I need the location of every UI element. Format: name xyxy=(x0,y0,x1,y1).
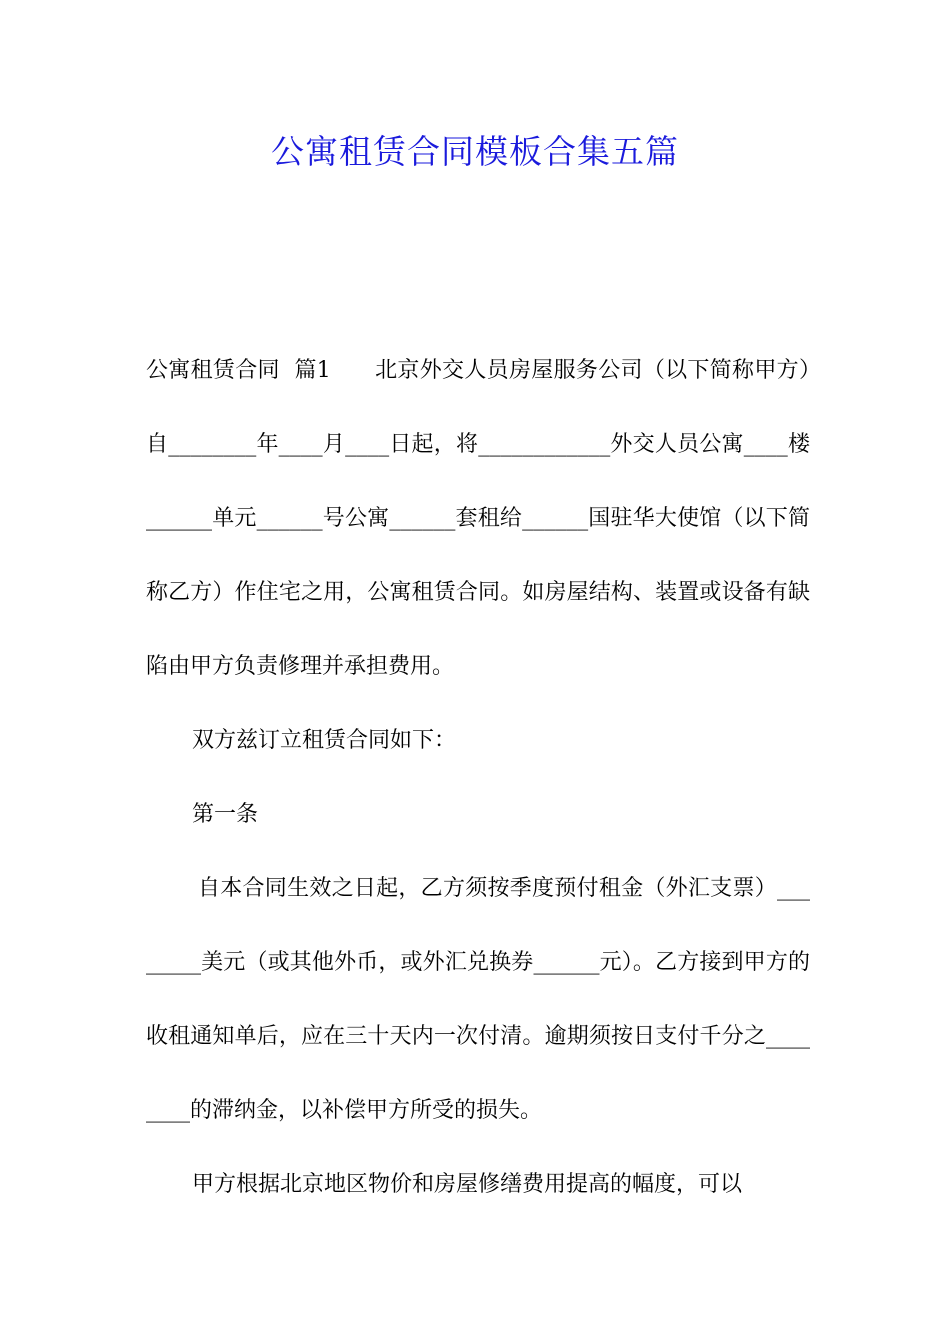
document-title: 公寓租赁合同模板合集五篇 xyxy=(271,132,679,171)
section-heading: 公寓租赁合同 篇1 xyxy=(146,358,331,383)
document-body xyxy=(146,334,810,1222)
article-heading: 第一条 xyxy=(192,802,259,827)
paragraph-2: 双方兹订立租赁合同如下： xyxy=(192,728,457,753)
paragraph-3: 自本合同生效之日起，乙方须按季度预付租金（外汇支票）________美元（或其他外币，或外汇兑换券______元）。乙方接到甲方的收租通知单后，应在三十天内一次付清。逾期须按日支付千分之________的滞纳金，以补偿甲方所受的损失。 xyxy=(146,876,810,1123)
paragraph-4: 甲方根据北京地区物价和房屋修缮费用提高的幅度，可以 xyxy=(192,1172,743,1197)
paragraph-1 xyxy=(146,334,810,704)
paragraph-text: 北京外交人员房屋服务公司（以下简称甲方）自________年____月____日起，将____________外交人员公寓____楼______单元______号公寓______套租给______国驻华大使馆（以下简称乙方）作住宅之用，公寓租赁合同。如房屋结构、装置或设备有缺陷由甲方负责修理并承担费用。 xyxy=(146,358,810,679)
